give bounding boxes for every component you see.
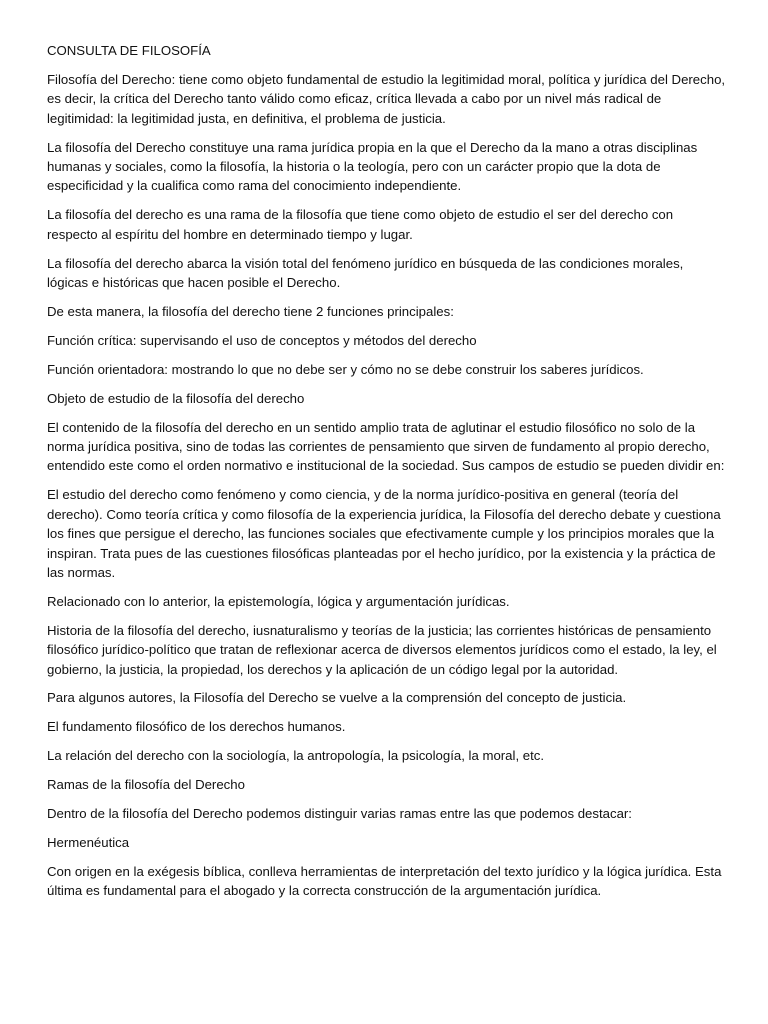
paragraph-total-vision: La filosofía del derecho abarca la visión total del fenómeno jurídico en búsqueda de las condiciones morales, lógicas e históricas que hacen posible el Derecho.	[47, 255, 684, 291]
paragraph-relation-sciences: La relación del derecho con la sociología, la antropología, la psicología, la moral, etc.	[47, 748, 545, 764]
document-title: CONSULTA DE FILOSOFÍA	[47, 43, 211, 58]
paragraph-branch-of-philosophy: La filosofía del derecho es una rama de la filosofía que tiene como objeto de estudio el ser del derecho con respecto al espíritu del hombre en determinado tiempo y lugar.	[47, 207, 674, 242]
paragraph-functions-intro: De esta manera, la filosofía del derecho tiene 2 funciones principales:	[47, 303, 454, 319]
paragraph-hermeneutics: Con origen en la exégesis bíblica, conlleva herramientas de interpretación del texto jurídico y la lógica jurídica. Esta última es fundamental para el abogado y la correcta construcción de la argumentación jurídica.	[47, 863, 722, 899]
document-page	[47, 41, 727, 910]
section-heading-object-of-study: Objeto de estudio de la filosofía del derecho	[47, 390, 305, 406]
paragraph-history: Historia de la filosofía del derecho, iusnaturalismo y teorías de la justicia; las corrientes históricas de pensamiento filosófico jurídico-político que tratan de reflexionar acerca de diversos elementos jurídicos como el estado, la ley, el gobierno, la justicia, la propiedad, los derechos y la aplicación de un código legal por la autoridad.	[47, 622, 717, 677]
paragraph-study-as-phenomenon: El estudio del derecho como fenómeno y como ciencia, y de la norma jurídico-positiva en general (teoría del derecho). Como teoría crítica y como filosofía de la experiencia jurídica, la Filosofía del derecho debate y cuestiona los fines que persigue el derecho, las funciones sociales que efectivamente cumple y los principios morales que la inspiran. Trata pues de las cuestiones filosóficas planteadas por el hecho jurídico, por la existencia y la práctica de las normas.	[47, 487, 721, 580]
section-heading-hermeneutics: Hermenéutica	[47, 835, 130, 850]
paragraph-own-branch: La filosofía del Derecho constituye una rama jurídica propia en la que el Derecho da la mano a otras disciplinas humanas y sociales, como la filosofía, la historia o la teología, pero con un carácter propio que la dota de especificidad y la cualifica como rama del conocimiento independiente.	[47, 139, 698, 194]
paragraph-orienting-function: Función orientadora: mostrando lo que no debe ser y cómo no se debe construir los saberes jurídicos.	[47, 361, 644, 377]
paragraph-definition: Filosofía del Derecho: tiene como objeto fundamental de estudio la legitimidad moral, política y jurídica del Derecho, es decir, la crítica del Derecho tanto válido como eficaz, crítica llevada a cabo por un nivel más radical de legitimidad: la legitimidad justa, en definitiva, el problema de justicia.	[47, 71, 726, 126]
paragraph-critical-function: Función crítica: supervisando el uso de conceptos y métodos del derecho	[47, 332, 477, 348]
section-heading-branches: Ramas de la filosofía del Derecho	[47, 777, 245, 793]
paragraph-epistemology: Relacionado con lo anterior, la epistemología, lógica y argumentación jurídicas.	[47, 593, 510, 609]
paragraph-branches-intro: Dentro de la filosofía del Derecho podemos distinguir varias ramas entre las que podemos destacar:	[47, 806, 632, 822]
paragraph-human-rights: El fundamento filosófico de los derechos humanos.	[47, 719, 346, 735]
paragraph-content: El contenido de la filosofía del derecho en un sentido amplio trata de aglutinar el estudio filosófico no solo de la norma jurídica positiva, sino de todas las corrientes de pensamiento que sirven de fundamento al propio derecho, entendido este como el orden normativo e institucional de la sociedad. Sus campos de estudio se pueden dividir en:	[47, 419, 725, 474]
paragraph-justice-concept: Para algunos autores, la Filosofía del Derecho se vuelve a la comprensión del concepto de justicia.	[47, 690, 627, 706]
